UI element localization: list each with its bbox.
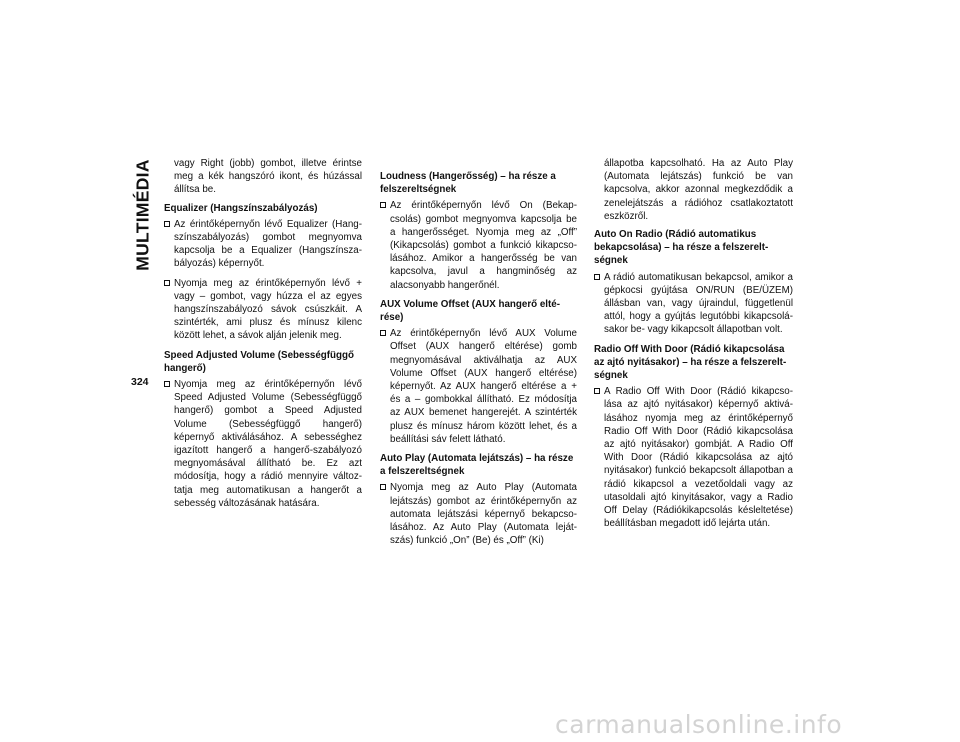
list-item — [380, 199, 577, 291]
bullet-text: Az érintőképernyőn lévő On (Bekap-csolás) gombot megnyomva kapcsolja be a hangerősséget. Nyomja meg az „Off” (Kikapcsolás) gombot a funkció kikapcso-lásához. Amikor a hangerősség be van kapcsolva, javul a hangminőség az alacsonyabb hangerőnél. — [390, 200, 577, 291]
section-side-label — [131, 160, 155, 270]
continued-text: vagy Right (jobb) gombot, illetve érintse meg a kék hangszóró ikont, és húzással állítsa be. — [174, 158, 362, 196]
checkbox-bullet-icon — [594, 388, 600, 394]
bullet-text: Nyomja meg az érintőképernyőn lévő + vagy – gombot, vagy húzza el az egyes hangszínszabályozó sávok csúszkáit. A szintérték, ami plusz és mínusz kilenc között lehet, a sávok alján jelenik meg. — [174, 277, 362, 342]
bullet-text: A rádió automatikusan bekapcsol, amikor a gépkocsi gyújtása ON/RUN (BE/ÜZEM) állásban van, vagy újraindul, függetlenül attól, hogy a gyújtás legutóbbi kikapcsolá-sakor be- vagy kikapcsolt állapotban volt. — [604, 271, 793, 336]
column-2 — [380, 170, 577, 553]
list-item — [380, 327, 577, 446]
column-3 — [594, 157, 793, 536]
watermark: carmanualsonline.info — [555, 710, 843, 739]
checkbox-bullet-icon — [380, 330, 386, 336]
column-1 — [164, 157, 362, 516]
bullet-text: Az érintőképernyőn lévő Equalizer (Hang-színszabályozás) gombot megnyomva kapcsolja be a Equalizer (Hangszínsza-bályozás) képernyőt. — [174, 218, 362, 270]
heading-loudness: Loudness (Hangerősség) – ha része a felszereltségnek — [380, 171, 556, 196]
page-number: 324 — [131, 376, 149, 388]
heading-aux-volume-offset: AUX Volume Offset (AUX hangerő elté-rése) — [380, 298, 560, 324]
bullet-text: Nyomja meg az Auto Play (Automata lejátszás) gombot az érintőképernyőn az automata lejátszási képernyő bekapcso-lásához. Az Auto Play (Automata leját-szás) funkció „On” (Be) és „Off” (Ki) — [390, 482, 577, 547]
list-item — [164, 378, 362, 510]
heading-radio-off-with-door: Radio Off With Door (Rádió kikapcsolása az ajtó nyitásakor) – ha része a felszerelt-ségnek — [594, 343, 787, 382]
checkbox-bullet-icon — [380, 202, 386, 208]
list-item — [594, 271, 793, 337]
bullet-text: A Radio Off With Door (Rádió kikapcso-lása az ajtó nyitásakor) képernyő aktivá-lásához nyomja meg az érintőképernyő Radio Off With Door (Rádió kikapcsolása az ajtó nyitásakor) gombját. A Radio Off With Door (Rádió kikapcsolása az ajtó nyitásakor) funkció bekapcsolt állapotban a rádió kikapcsol a vezetőoldali vagy az utasoldali ajtó kinyitásakor, vagy a Radio Off Delay (Rádiókikapcsolás késleltetése) beállításban megadott idő lejárta után. — [604, 386, 793, 530]
heading-auto-play: Auto Play (Automata lejátszás) – ha része a felszereltségnek — [380, 453, 574, 478]
heading-speed-adjusted-volume: Speed Adjusted Volume (Sebességfüggő hangerő) — [164, 349, 354, 374]
heading-auto-on-radio: Auto On Radio (Rádió automatikus bekapcsolása) – ha része a felszerelt-ségnek — [594, 229, 769, 267]
list-item — [164, 218, 362, 271]
checkbox-bullet-icon — [380, 484, 386, 490]
section-label-text: MULTIMÉDIA — [132, 159, 153, 271]
checkbox-bullet-icon — [164, 381, 170, 387]
continued-text: állapotba kapcsolható. Ha az Auto Play (Automata lejátszás) funkció be van kapcsolva, akkor azonnal megkezdődik a zenelejátszás a rádióhoz csatlakoztatott eszközről. — [604, 158, 793, 222]
checkbox-bullet-icon — [164, 221, 170, 227]
checkbox-bullet-icon — [164, 280, 170, 286]
checkbox-bullet-icon — [594, 274, 600, 280]
bullet-text: Az érintőképernyőn lévő AUX Volume Offset (AUX hangerő eltérése) gomb megnyomásával aktiválhatja az AUX Volume Offset (AUX hangerő eltérése) képernyőt. Az AUX hangerő eltérése a + és a – gombokkal állítható. Ez módosítja az AUX bemenet hangerejét. A szintérték plusz és mínusz három között lehet, és a beállítási sáv felett látható. — [390, 328, 577, 445]
list-item — [594, 385, 793, 530]
bullet-text: Nyomja meg az érintőképernyőn lévő Speed Adjusted Volume (Sebességfüggő hangerő) gombot a Speed Adjusted Volume (Sebességfüggő hangerő) képernyő aktiválásához. A sebességhez igazított hangerő a hangerő-szabályozó megnyomásával állítható be. Ez azt módosítja, hogy a rádió mennyire változ-tatja meg automatikusan a hangerőt a sebesség változásának hatására. — [174, 379, 362, 509]
list-item — [380, 481, 577, 547]
list-item — [164, 277, 362, 343]
heading-equalizer: Equalizer (Hangszínszabályozás) — [164, 202, 318, 214]
